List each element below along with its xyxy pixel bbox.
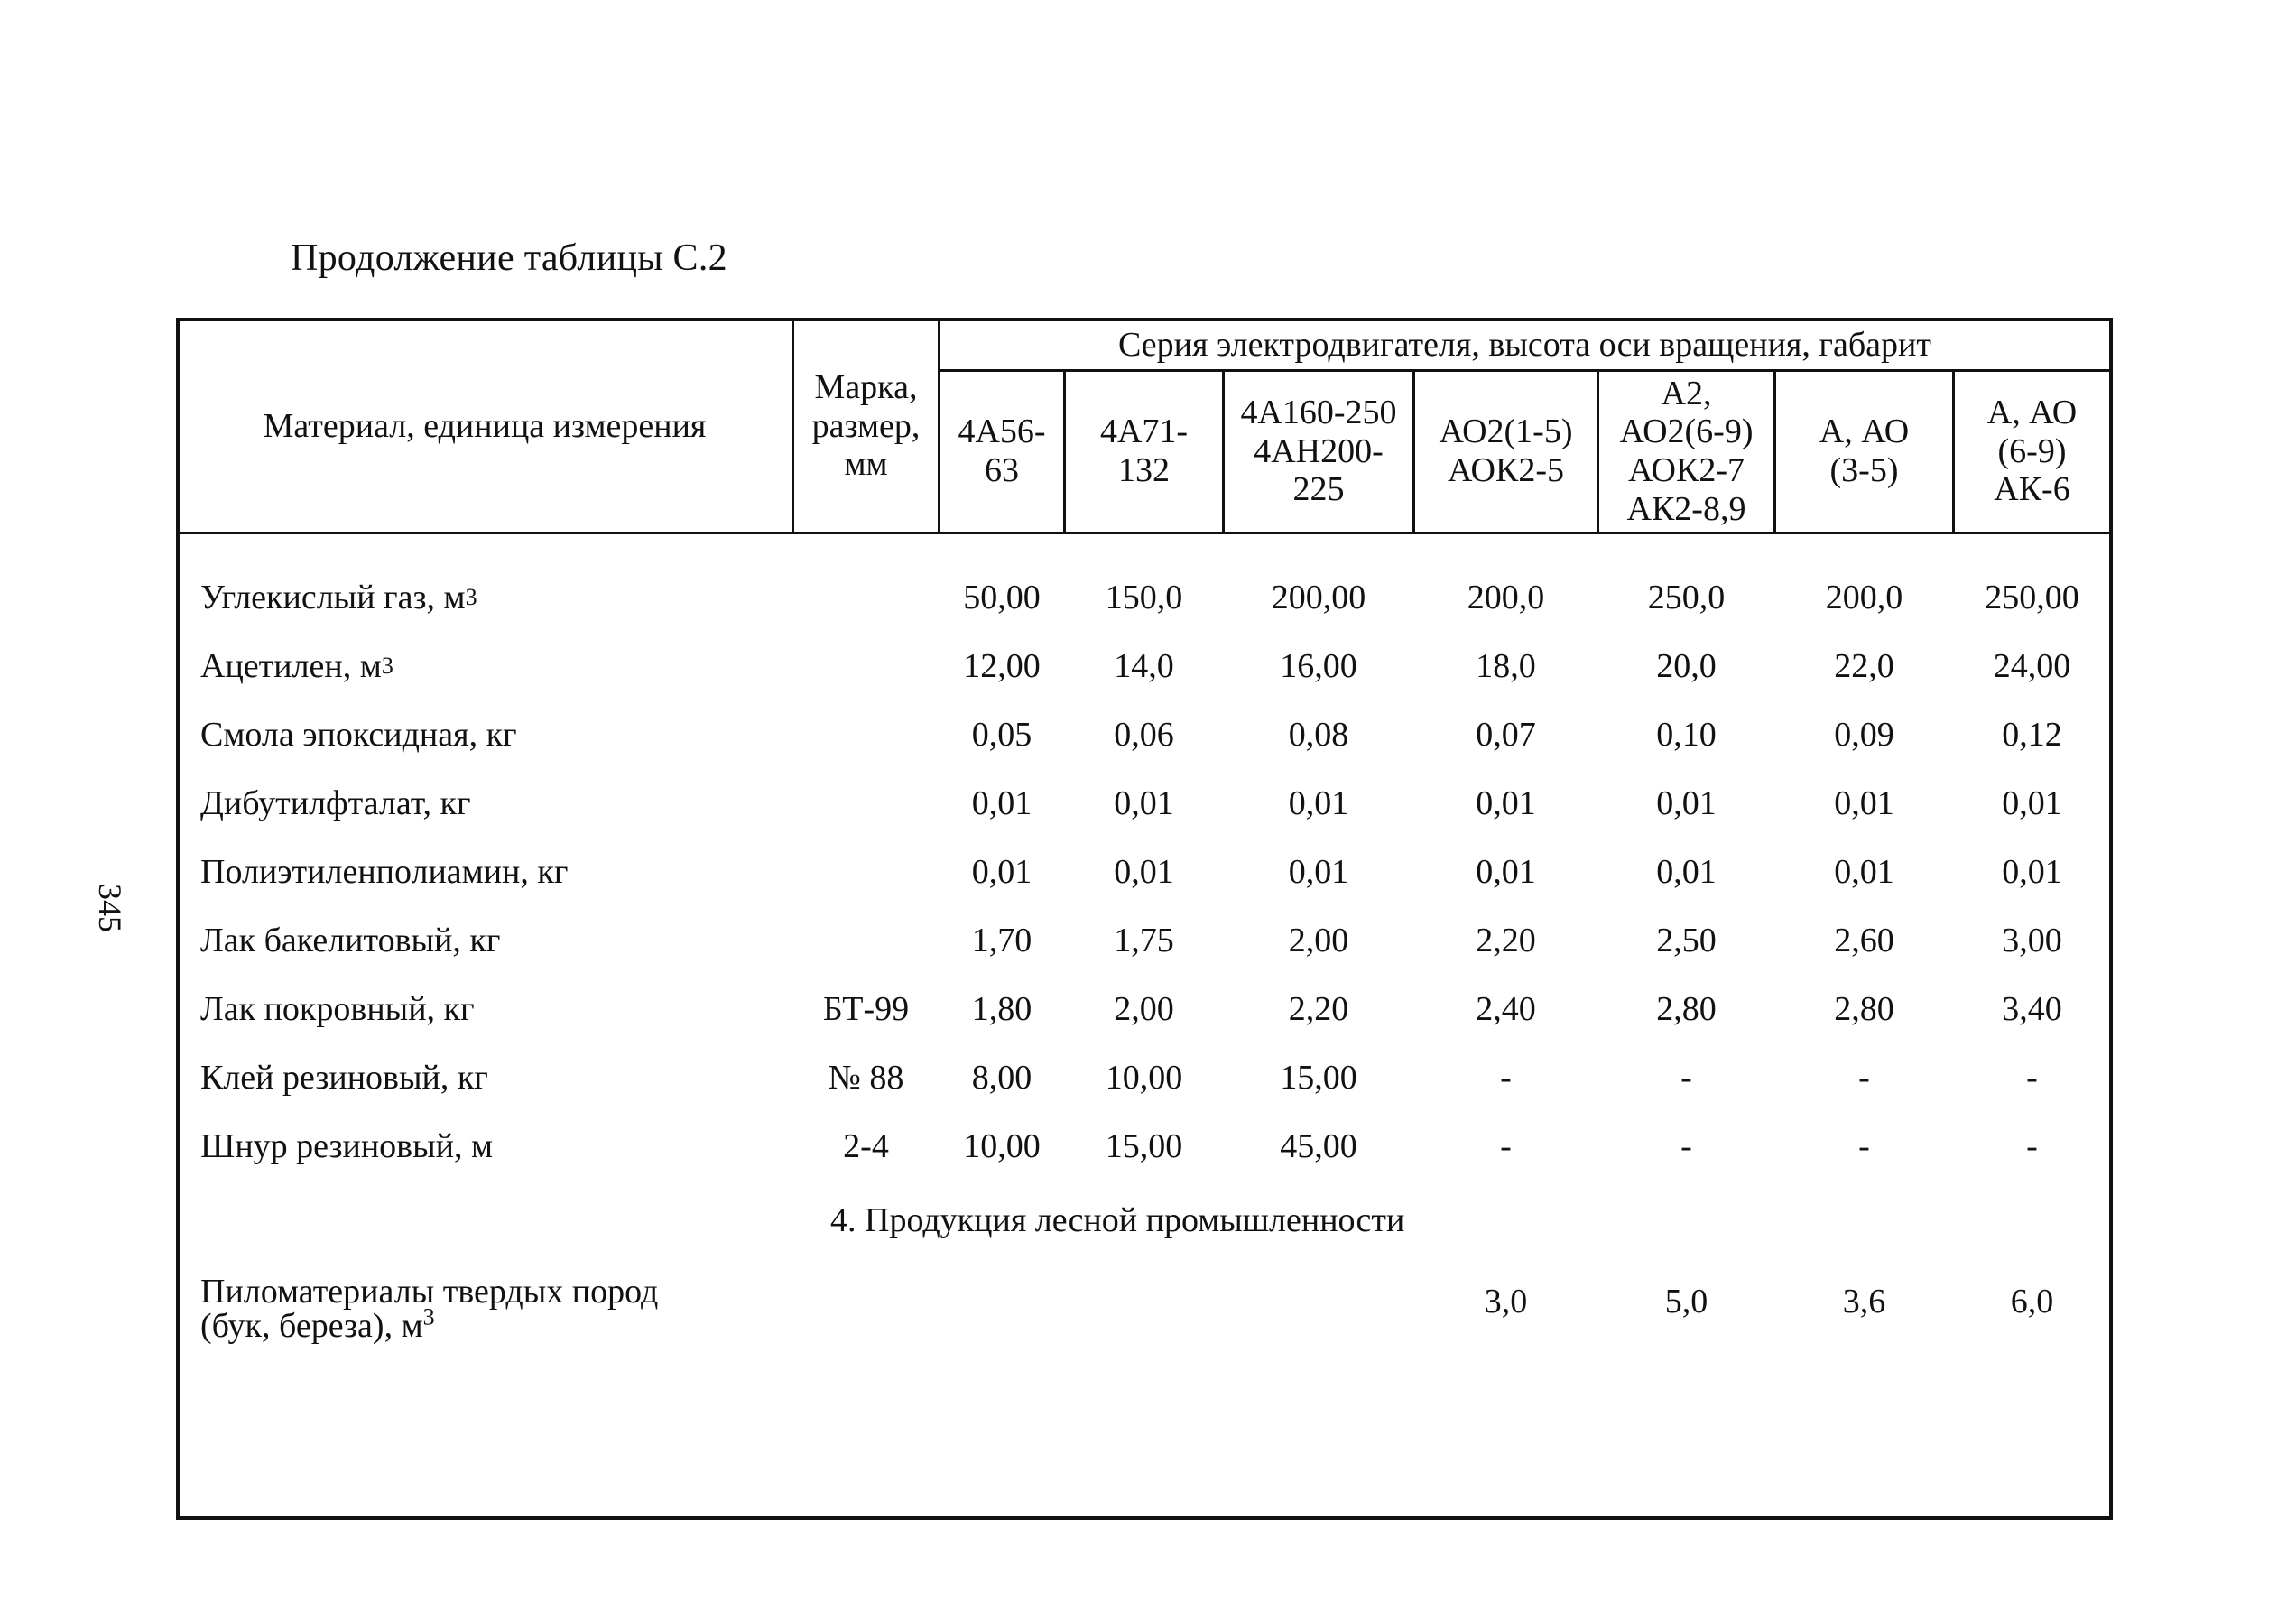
- value-cell: 8,00: [971, 1059, 1032, 1097]
- table-row: [0, 982, 2296, 1036]
- value-cell: 10,00: [1105, 1059, 1183, 1097]
- value-cell: 0,01: [971, 853, 1032, 891]
- header-brand: Марка, размер, мм: [811, 368, 921, 484]
- value-cell: 0,07: [1476, 716, 1536, 754]
- material-name: Дибутилфталат, кг: [200, 784, 471, 822]
- value-cell: 0,01: [1476, 853, 1536, 891]
- brand-cell: № 88: [828, 1059, 904, 1097]
- value-cell: 0,01: [1834, 853, 1894, 891]
- value-cell: 0,01: [2002, 853, 2062, 891]
- value-cell: -: [1858, 1127, 1870, 1165]
- table-caption: Продолжение таблицы С.2: [291, 237, 727, 279]
- brand-cell: [794, 776, 938, 830]
- value-cell: 0,01: [1656, 784, 1717, 822]
- value-cell: 2,00: [1114, 990, 1174, 1028]
- material-name: Клей резиновый, кг: [200, 1059, 488, 1097]
- value-cell: 3,40: [2002, 990, 2062, 1028]
- value-cell: 16,00: [1280, 647, 1357, 685]
- page-number: 345: [92, 884, 128, 932]
- lumber-name-line2: (бук, береза), $м^3$: [200, 1303, 435, 1345]
- value-cell: 200,0: [1825, 579, 1903, 616]
- header-series-1: 4А56- 63: [958, 412, 1046, 489]
- value-cell: -: [2026, 1059, 2038, 1097]
- material-name: Лак покровный, кг: [200, 990, 475, 1028]
- value-cell: 0,06: [1114, 716, 1174, 754]
- value-cell: 18,0: [1476, 647, 1536, 685]
- lumber-value: 3,6: [1842, 1283, 1886, 1320]
- value-cell: 20,0: [1656, 647, 1717, 685]
- table-row: [0, 776, 2296, 830]
- value-cell: 50,00: [963, 579, 1041, 616]
- value-cell: -: [1500, 1059, 1512, 1097]
- material-name: Шнур резиновый, м: [200, 1127, 494, 1165]
- header-series-2: 4А71- 132: [1099, 412, 1189, 489]
- value-cell: 200,00: [1271, 579, 1366, 616]
- value-cell: -: [1680, 1127, 1692, 1165]
- value-cell: 200,0: [1467, 579, 1545, 616]
- value-cell: 2,20: [1288, 990, 1349, 1028]
- value-cell: 2,50: [1656, 922, 1717, 959]
- material-name: Ацетилен, м 3: [200, 647, 393, 685]
- value-cell: 0,01: [1656, 853, 1717, 891]
- value-cell: 0,01: [1834, 784, 1894, 822]
- value-cell: 0,01: [1288, 784, 1349, 822]
- value-cell: 2,20: [1476, 922, 1536, 959]
- value-cell: 0,12: [2002, 716, 2062, 754]
- lumber-name-line1: Пиломатериалы твердых пород: [200, 1273, 659, 1311]
- value-cell: 1,75: [1114, 922, 1174, 959]
- table-row: [0, 1119, 2296, 1173]
- brand-cell: [794, 708, 938, 762]
- value-cell: 15,00: [1105, 1127, 1183, 1165]
- value-cell: 0,01: [1476, 784, 1536, 822]
- header-material: Материал, единица измерения: [263, 406, 707, 445]
- brand-cell: БТ-99: [822, 990, 910, 1028]
- table-row: [0, 570, 2296, 625]
- value-cell: 150,0: [1105, 579, 1183, 616]
- table-row: [0, 639, 2296, 693]
- header-bottom-rule: [176, 532, 2113, 534]
- value-cell: 2,60: [1834, 922, 1894, 959]
- value-cell: -: [1500, 1127, 1512, 1165]
- value-cell: 24,00: [1993, 647, 2071, 685]
- value-cell: 1,70: [971, 922, 1032, 959]
- lumber-value: 5,0: [1664, 1283, 1708, 1320]
- brand-cell: [794, 639, 938, 693]
- brand-cell: [794, 913, 938, 968]
- value-cell: 0,01: [971, 784, 1032, 822]
- header-series-4: АО2(1-5) АОК2-5: [1439, 412, 1573, 489]
- header-series-5: А2, АО2(6-9) АОК2-7 АК2-8,9: [1619, 374, 1754, 528]
- value-cell: 45,00: [1280, 1127, 1357, 1165]
- brand-cell: [794, 570, 938, 625]
- value-cell: 0,01: [2002, 784, 2062, 822]
- value-cell: 0,10: [1656, 716, 1717, 754]
- table-row: [0, 1051, 2296, 1105]
- value-cell: -: [1680, 1059, 1692, 1097]
- value-cell: 22,0: [1834, 647, 1894, 685]
- material-name: Смола эпоксидная, кг: [200, 716, 517, 754]
- lumber-value: 6,0: [2010, 1283, 2054, 1320]
- header-series-6: А, АО (3-5): [1819, 412, 1910, 489]
- value-cell: 2,00: [1288, 922, 1349, 959]
- header-series-group: Серия электродвигателя, высота оси вращения, габарит: [1118, 325, 1931, 364]
- lumber-value: 3,0: [1484, 1283, 1528, 1320]
- material-name: Углекислый газ, м 3: [200, 579, 477, 616]
- value-cell: 2,40: [1476, 990, 1536, 1028]
- value-cell: 250,0: [1647, 579, 1726, 616]
- header-series-3: 4А160-250 4АН200- 225: [1240, 394, 1397, 509]
- value-cell: 0,01: [1114, 853, 1174, 891]
- material-name: Полиэтиленполиамин, кг: [200, 853, 569, 891]
- value-cell: -: [2026, 1127, 2038, 1165]
- table-row: [0, 708, 2296, 762]
- value-cell: 0,09: [1834, 716, 1894, 754]
- value-cell: 0,05: [971, 716, 1032, 754]
- table-row: [0, 913, 2296, 968]
- value-cell: 250,00: [1985, 579, 2079, 616]
- brand-cell: [794, 845, 938, 899]
- value-cell: 0,01: [1288, 853, 1349, 891]
- value-cell: 12,00: [963, 647, 1041, 685]
- value-cell: 14,0: [1114, 647, 1174, 685]
- value-cell: 10,00: [963, 1127, 1041, 1165]
- lumber-material-name: [200, 1274, 658, 1343]
- value-cell: 3,00: [2002, 922, 2062, 959]
- header-series-7: А, АО (6-9) АК-6: [1986, 394, 2078, 509]
- value-cell: 1,80: [971, 990, 1032, 1028]
- brand-cell: 2-4: [843, 1127, 889, 1165]
- material-name: Лак бакелитовый, кг: [200, 922, 501, 959]
- value-cell: 2,80: [1834, 990, 1894, 1028]
- value-cell: 2,80: [1656, 990, 1717, 1028]
- value-cell: -: [1858, 1059, 1870, 1097]
- table-row: [0, 845, 2296, 899]
- value-cell: 15,00: [1280, 1059, 1357, 1097]
- section-title: 4. Продукция лесной промышленности: [830, 1201, 1405, 1239]
- value-cell: 0,01: [1114, 784, 1174, 822]
- value-cell: 0,08: [1288, 716, 1349, 754]
